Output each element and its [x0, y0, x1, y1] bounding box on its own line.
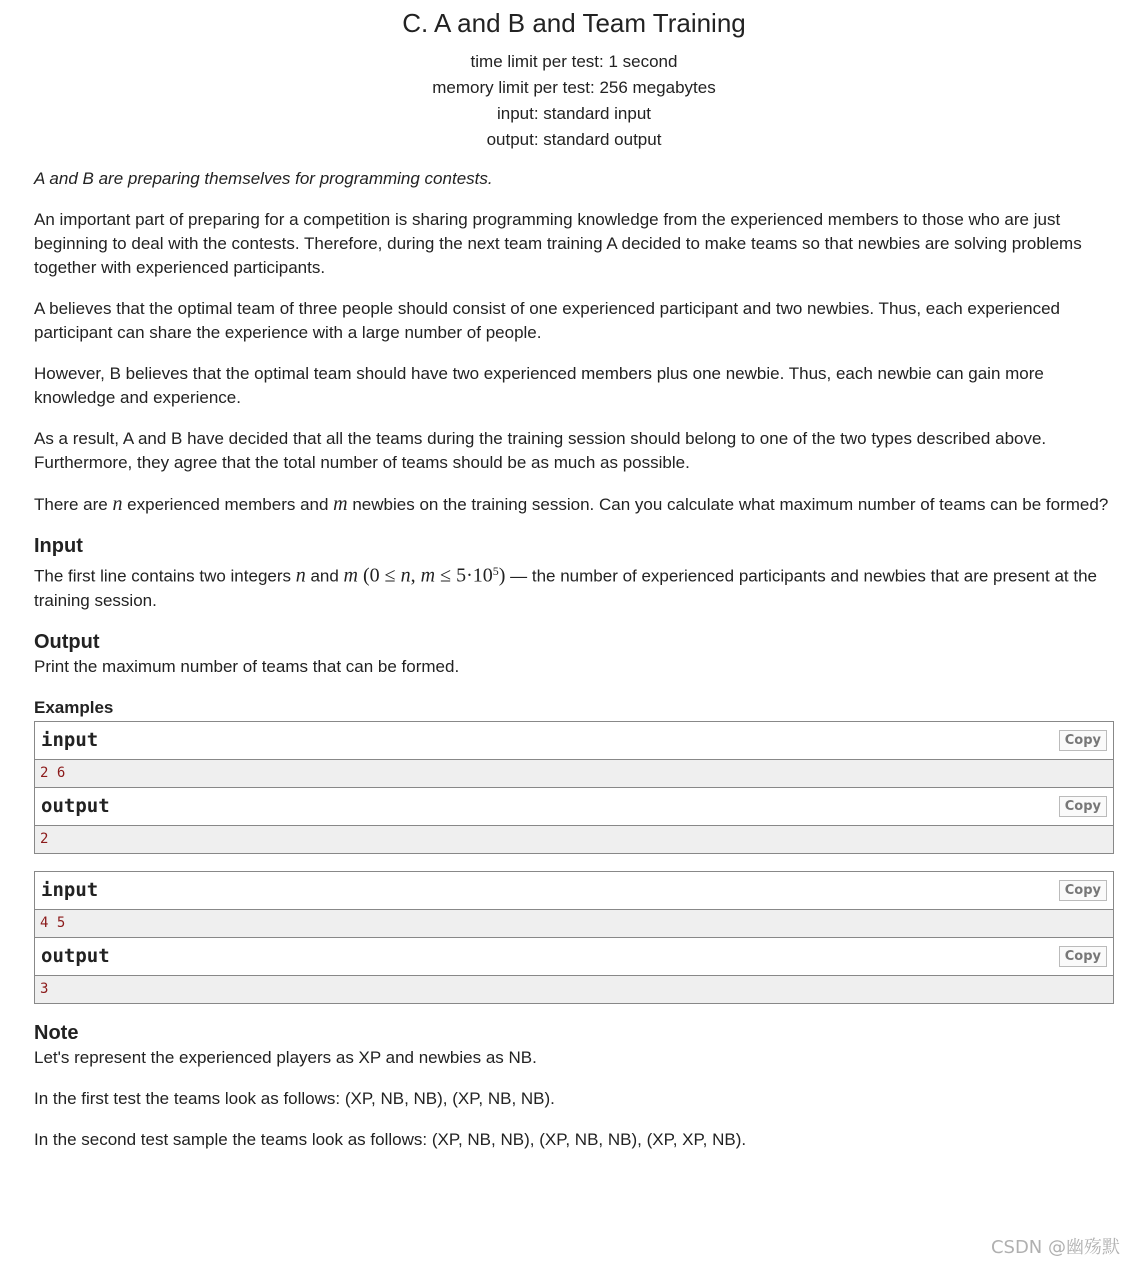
math-n: n: [400, 564, 411, 587]
copy-button[interactable]: Copy: [1059, 730, 1107, 751]
sample-test-1: [34, 721, 1114, 854]
memory-limit: memory limit per test: 256 megabytes: [432, 78, 716, 97]
note-title: Note: [34, 1021, 79, 1044]
sample-input: 4 5: [35, 909, 1113, 937]
text-span: There are: [34, 495, 113, 514]
text-span: experienced members and: [122, 495, 334, 514]
sample-output-header: [35, 788, 1113, 825]
input-file: input: standard input: [496, 104, 652, 123]
math-constraint: ): [498, 564, 506, 587]
sample-input-header: [35, 722, 1113, 759]
math-constraint: ≤ 5·10: [435, 564, 493, 587]
problem-header: [34, 8, 1114, 153]
copy-button[interactable]: Copy: [1059, 880, 1107, 901]
examples: [34, 698, 1114, 1004]
time-limit: time limit per test: 1 second: [470, 52, 678, 71]
output-section-text: Print the maximum number of teams that can be formed.: [34, 656, 460, 676]
sample-output-header: [35, 938, 1113, 975]
output-file: output: standard output: [486, 130, 662, 149]
output-section-title: Output: [34, 630, 100, 653]
output-label: output: [41, 795, 110, 818]
copy-button[interactable]: Copy: [1059, 946, 1107, 967]
legend: [34, 167, 1114, 517]
input-section-text: [34, 559, 1114, 613]
watermark: CSDN @幽殇默: [990, 1237, 1120, 1258]
output-specification: [34, 630, 1114, 679]
math-m: m: [343, 564, 358, 587]
math-n: n: [112, 493, 123, 515]
math-m: m: [420, 564, 436, 587]
note: [34, 1021, 1114, 1152]
sample-test-2: [34, 871, 1114, 1004]
input-label: input: [41, 879, 99, 902]
sample-output: 3: [35, 975, 1113, 1003]
input-section-title: Input: [34, 535, 83, 557]
text-span: — the number of experienced participants and newbies that are present at the training session.: [34, 566, 1097, 610]
text-span: The first line contains two integers: [34, 566, 296, 586]
input-specification: [34, 534, 1114, 613]
math-constraint: (0 ≤: [358, 564, 401, 587]
math-n: n: [295, 564, 306, 587]
problem-title: C. A and B and Team Training: [402, 8, 746, 38]
sample-input: 2 6: [35, 759, 1113, 787]
problem-statement: [34, 0, 1114, 1169]
text-span: newbies on the training session. Can you calculate what maximum number of teams can be formed?: [347, 495, 1109, 514]
output-label: output: [41, 945, 110, 968]
copy-button[interactable]: Copy: [1059, 796, 1107, 817]
note-paragraph-2: In the first test the teams look as follows: (XP, NB, NB), (XP, NB, NB).: [34, 1088, 555, 1108]
math-m: m: [333, 493, 348, 515]
note-paragraph-3: In the second test sample the teams look as follows: (XP, NB, NB), (XP, NB, NB), (XP, XP, NB).: [34, 1129, 747, 1149]
legend-paragraph-5: As a result, A and B have decided that all the teams during the training session should belong to one of the two types described above. Furthermore, they agree that the total number of teams should be as much as possible.: [34, 429, 1047, 472]
legend-paragraph-6: [34, 492, 1114, 517]
legend-paragraph-4: However, B believes that the optimal team should have two experienced members plus one newbie. Thus, each newbie can gain more knowledge and experience.: [34, 364, 1044, 407]
legend-paragraph-1: A and B are preparing themselves for programming contests.: [34, 169, 493, 188]
sample-input-header: [35, 872, 1113, 909]
legend-paragraph-2: An important part of preparing for a competition is sharing programming knowledge from the experienced members to those who are just beginning to deal with the contests. Therefore, during the next team training A decided to make teams so that newbies are solving problems together with experienced participants.: [34, 210, 1082, 277]
examples-title: Examples: [34, 697, 114, 717]
legend-paragraph-3: A believes that the optimal team of three people should consist of one experienced participant and two newbies. Thus, each experienced participant can share the experience with a large number of people.: [34, 299, 1061, 342]
sample-output: 2: [35, 825, 1113, 853]
math-exponent: 5: [492, 564, 499, 578]
input-label: input: [41, 729, 99, 752]
math-comma: ,: [410, 564, 421, 587]
text-span: and: [305, 566, 344, 586]
note-paragraph-1: Let's represent the experienced players as XP and newbies as NB.: [34, 1047, 537, 1067]
